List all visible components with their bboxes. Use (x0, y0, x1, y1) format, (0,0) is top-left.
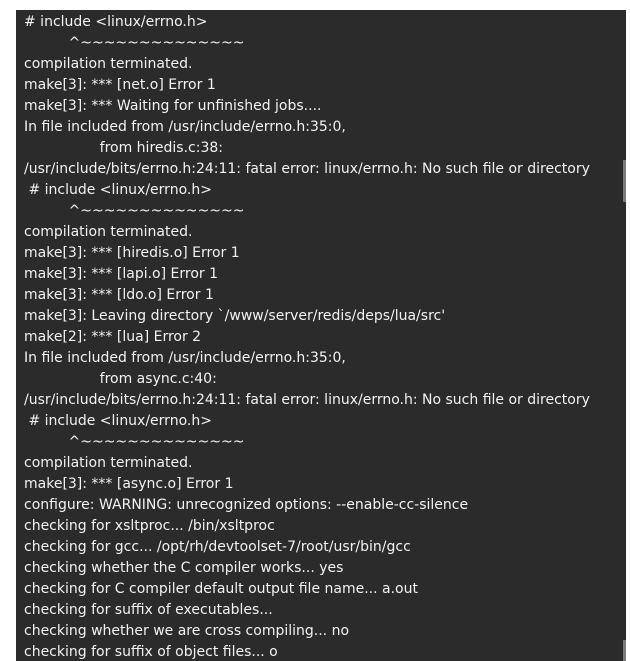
terminal-line: from hiredis.c:38: (24, 140, 223, 156)
terminal-line: In file included from /usr/include/errno.h:35:0, (24, 350, 346, 366)
terminal-line: make[3]: *** [net.o] Error 1 (24, 77, 216, 93)
terminal-line: /usr/include/bits/errno.h:24:11: fatal error: linux/errno.h: No such file or directory (24, 392, 590, 408)
terminal-line: In file included from /usr/include/errno.h:35:0, (24, 119, 346, 135)
terminal-line: checking whether the C compiler works... yes (24, 560, 344, 576)
terminal-line: checking for gcc... /opt/rh/devtoolset-7/root/usr/bin/gcc (24, 539, 411, 555)
terminal-output (16, 10, 626, 661)
scrollbar-thumb-lower[interactable] (623, 640, 626, 661)
terminal-line: make[2]: *** [lua] Error 2 (24, 329, 202, 345)
terminal-line: # include <linux/errno.h> (24, 413, 212, 429)
scrollbar-thumb[interactable] (623, 160, 626, 202)
terminal-line: from async.c:40: (24, 371, 217, 387)
terminal-line: make[3]: *** [ldo.o] Error 1 (24, 287, 214, 303)
terminal-line: ^~~~~~~~~~~~~~~ (24, 434, 245, 450)
terminal-line: compilation terminated. (24, 224, 193, 240)
terminal-line: make[3]: *** [hiredis.o] Error 1 (24, 245, 240, 261)
terminal-line: configure: WARNING: unrecognized options: --enable-cc-silence (24, 497, 469, 513)
terminal-line: make[3]: *** Waiting for unfinished jobs.... (24, 98, 322, 114)
terminal-line: # include <linux/errno.h> (24, 182, 212, 198)
terminal-line: checking for suffix of object files... o (24, 644, 278, 660)
terminal-line: checking whether we are cross compiling... no (24, 623, 350, 639)
terminal-line: make[3]: *** [lapi.o] Error 1 (24, 266, 219, 282)
terminal-line: ^~~~~~~~~~~~~~~ (24, 203, 245, 219)
terminal-line: /usr/include/bits/errno.h:24:11: fatal error: linux/errno.h: No such file or directory (24, 161, 590, 177)
terminal-line: compilation terminated. (24, 56, 193, 72)
terminal-line: # include <linux/errno.h> (24, 14, 208, 30)
terminal-line: compilation terminated. (24, 455, 193, 471)
terminal-line: checking for xsltproc... /bin/xsltproc (24, 518, 275, 534)
terminal-line: make[3]: Leaving directory `/www/server/redis/deps/lua/src' (24, 308, 446, 324)
terminal-line: checking for C compiler default output file name... a.out (24, 581, 418, 597)
terminal-line: ^~~~~~~~~~~~~~~ (24, 35, 245, 51)
terminal-line: checking for suffix of executables... (24, 602, 273, 618)
terminal-line: make[3]: *** [async.o] Error 1 (24, 476, 234, 492)
